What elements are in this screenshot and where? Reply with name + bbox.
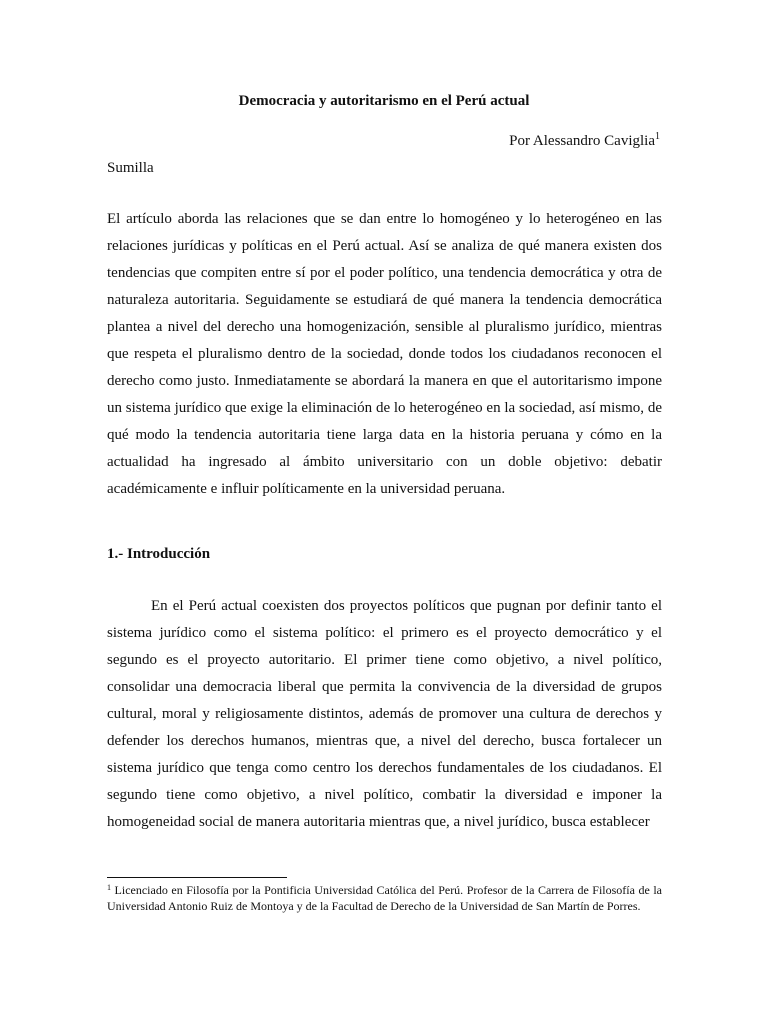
- footnote: [107, 882, 662, 914]
- author-footnote-marker[interactable]: 1: [655, 131, 660, 142]
- document-title: Democracia y autoritarismo en el Perú actual: [238, 93, 530, 109]
- footnote-text: Licenciado en Filosofía por la Pontificia Universidad Católica del Perú. Profesor de la Carrera de Filosofía de la Universidad Antonio Ruiz de Montoya y de la Facultad de Derecho de la Universidad de San Martín de Porres.: [107, 883, 663, 913]
- footnote-marker: 1: [107, 883, 111, 892]
- sumilla-label: Sumilla: [107, 160, 154, 176]
- footnote-divider: [107, 877, 287, 878]
- author-name: Por Alessandro Caviglia: [509, 133, 655, 149]
- section-heading: 1.- Introducción: [107, 546, 211, 562]
- author-line: [509, 131, 660, 151]
- sumilla-paragraph: El artículo aborda las relaciones que se dan entre lo homogéneo y lo heterogéneo en las relaciones jurídicas y políticas en el Perú actual. Así se analiza de qué manera existen dos tendencias que compiten entre sí por el poder político, una tendencia democrática y otra de naturaleza autoritaria. Seguidamente se estudiará de qué manera la tendencia democrática plantea a nivel del derecho una homogenización, sensible al pluralismo jurídico, mientras que respeta el pluralismo dentro de la sociedad, donde todos los ciudadanos reconocen el derecho como justo. Inmediatamente se abordará la manera en que el autoritarismo impone un sistema jurídico que exige la eliminación de lo heterogéneo en la sociedad, así mismo, de qué modo la tendencia autoritaria tiene larga data en la historia peruana y cómo en la actualidad ha ingresado al ámbito universitario con un doble objetivo: debatir académicamente e influir políticamente en la universidad peruana.: [107, 211, 662, 497]
- intro-paragraph: En el Perú actual coexisten dos proyectos políticos que pugnan por definir tanto el sistema jurídico como el sistema político: el primero es el proyecto democrático y el segundo es el proyecto autoritario. El primer tiene como objetivo, a nivel político, consolidar una democracia liberal que permita la convivencia de la diversidad de grupos cultural, moral y religiosamente distintos, además de promover una cultura de derechos y defender los derechos humanos, mientras que, a nivel del derecho, busca fortalecer un sistema jurídico que tenga como centro los derechos fundamentales de los ciudadanos. El segundo tiene como objetivo, a nivel político, combatir la diversidad e imponer la homogeneidad social de manera autoritaria mientras que, a nivel jurídico, busca establecer: [107, 598, 662, 830]
